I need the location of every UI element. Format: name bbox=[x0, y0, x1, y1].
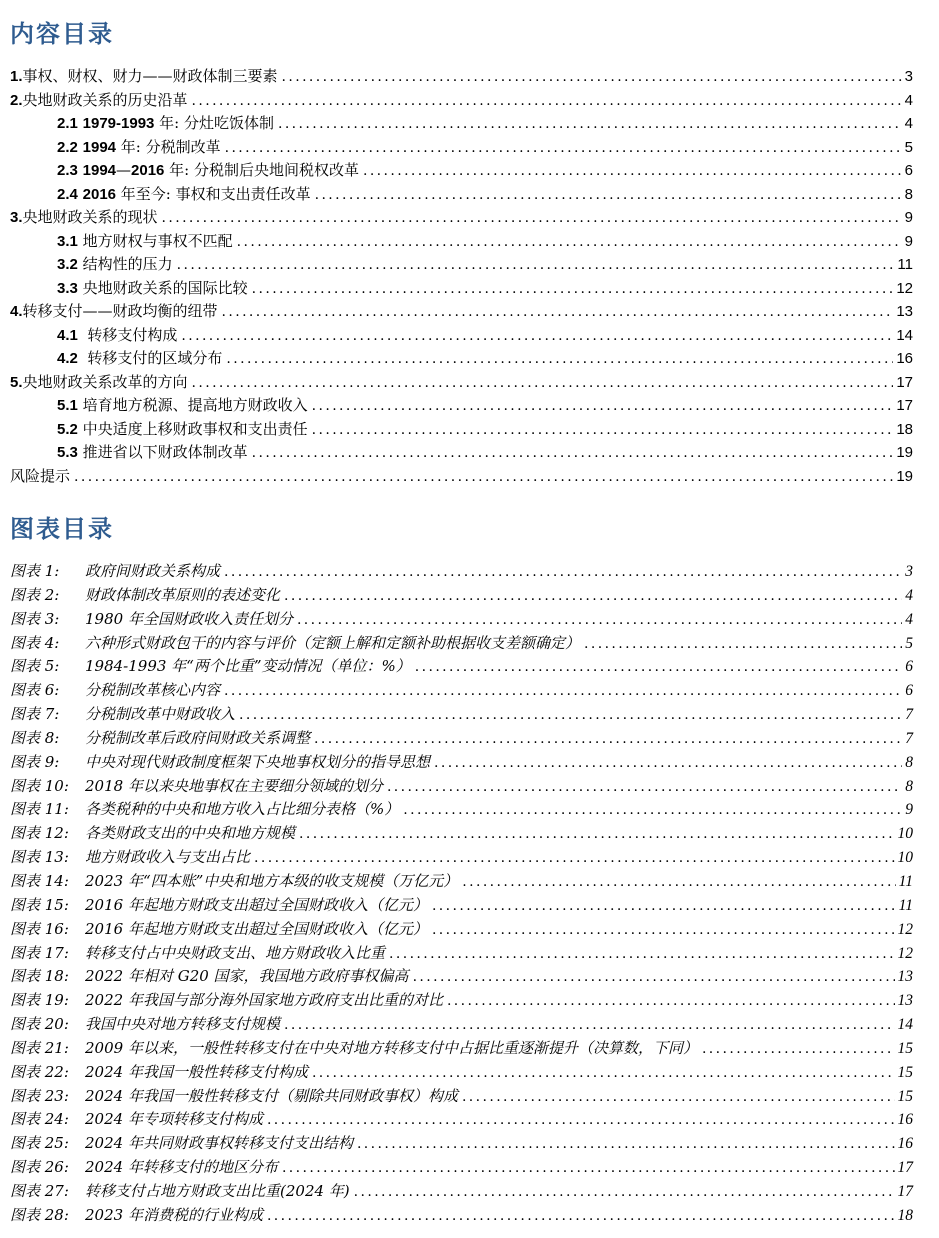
figure-entry-number: 图表 1: bbox=[10, 562, 60, 580]
figure-entry-page-number: 15 bbox=[897, 1039, 913, 1057]
figure-entry-title: 2024 年专项转移支付构成 bbox=[85, 1110, 263, 1129]
figure-entry-title: 2009 年以来，一般性转移支付在中央对地方转移支付中占据比重逐渐提升（决算数，下同） bbox=[85, 1038, 698, 1057]
toc-entry-page-number: 6 bbox=[904, 162, 913, 179]
figure-entry[interactable] bbox=[10, 1204, 913, 1228]
figure-entry-page-number: 6 bbox=[905, 682, 913, 700]
figure-entry[interactable] bbox=[10, 989, 913, 1013]
toc-entry[interactable] bbox=[10, 465, 913, 489]
figure-entry-page-number: 12 bbox=[897, 944, 913, 962]
figure-entry-number: 图表 22: bbox=[10, 1062, 69, 1081]
figure-entry-number: 图表 5: bbox=[10, 657, 60, 676]
toc-entry[interactable] bbox=[10, 394, 913, 418]
toc-entry-label: 2.央地财政关系的历史沿革 bbox=[10, 90, 188, 109]
dotted-leader bbox=[237, 230, 902, 254]
toc-entry-page-number: 17 bbox=[896, 397, 913, 414]
figure-entry-title: 政府间财政关系构成 bbox=[85, 562, 221, 580]
dotted-leader bbox=[387, 775, 902, 799]
toc-entry-label: 4.转移支付——财政均衡的纽带 bbox=[10, 302, 218, 320]
figure-entry-number: 图表 8: bbox=[10, 728, 60, 747]
figure-entry-page-number: 7 bbox=[905, 729, 913, 747]
dotted-leader bbox=[434, 751, 902, 775]
toc-entry-page-number: 17 bbox=[896, 373, 913, 391]
figure-entry-title: 2024 年共同财政事权转移支付支出结构 bbox=[85, 1134, 353, 1153]
figure-entry[interactable] bbox=[10, 679, 913, 703]
figure-entry[interactable] bbox=[10, 1108, 913, 1132]
dotted-leader bbox=[252, 441, 894, 465]
figure-entry-page-number: 15 bbox=[897, 1087, 913, 1105]
figure-entry[interactable] bbox=[10, 584, 913, 608]
figure-entry-number: 图表 23: bbox=[10, 1086, 69, 1105]
figure-entry-number: 图表 6: bbox=[10, 681, 60, 700]
figure-entry-title: 中央对现代财政制度框架下央地事权划分的指导思想 bbox=[85, 752, 431, 771]
dotted-leader bbox=[225, 136, 902, 160]
toc-entry-label: 2.3 1994—2016 年: 分税制后央地间税权改革 bbox=[57, 161, 359, 179]
toc-entry[interactable] bbox=[10, 206, 913, 230]
figure-entry-page-number: 17 bbox=[897, 1159, 913, 1177]
dotted-leader bbox=[584, 632, 902, 656]
toc-entry[interactable] bbox=[10, 371, 913, 395]
toc-entry-page-number: 9 bbox=[904, 232, 913, 250]
figure-entry-number: 图表 2: bbox=[10, 585, 60, 604]
figure-entry-title: 2023 年“四本账”中央和地方本级的收支规模（万亿元） bbox=[85, 871, 459, 890]
contents-list bbox=[10, 65, 913, 488]
figure-entry-number: 图表 21: bbox=[10, 1038, 69, 1057]
figure-entry-number: 图表 10: bbox=[10, 776, 69, 795]
toc-entry-page-number: 3 bbox=[904, 68, 913, 85]
toc-entry-page-number: 14 bbox=[896, 326, 913, 344]
figure-entry[interactable] bbox=[10, 1013, 913, 1037]
dotted-leader bbox=[192, 89, 902, 113]
dotted-leader bbox=[462, 870, 895, 894]
figure-entry[interactable] bbox=[10, 918, 913, 942]
dotted-leader bbox=[267, 1204, 895, 1228]
figure-entry-number: 图表 26: bbox=[10, 1158, 69, 1177]
figure-entry[interactable] bbox=[10, 798, 913, 822]
figure-entry-page-number: 13 bbox=[897, 992, 913, 1010]
dotted-leader bbox=[282, 65, 902, 89]
toc-entry-page-number: 13 bbox=[896, 303, 913, 320]
figure-entry-title: 1980 年全国财政收入责任划分 bbox=[85, 609, 293, 628]
figure-entry[interactable] bbox=[10, 1156, 913, 1180]
figure-entry-page-number: 8 bbox=[905, 777, 913, 795]
dotted-leader bbox=[403, 798, 902, 822]
figure-entry-number: 图表 9: bbox=[10, 752, 60, 771]
dotted-leader bbox=[389, 942, 894, 966]
figure-entry-title: 分税制改革中财政收入 bbox=[85, 705, 236, 724]
figure-entry[interactable] bbox=[10, 1180, 913, 1204]
figure-entry-number: 图表 15: bbox=[10, 895, 69, 914]
dotted-leader bbox=[363, 159, 902, 183]
figure-entry-title: 财政体制改革原则的表述变化 bbox=[85, 585, 281, 604]
toc-entry-label: 3.3 央地财政关系的国际比较 bbox=[57, 278, 248, 297]
toc-entry-label: 5.3 推进省以下财政体制改革 bbox=[57, 443, 248, 461]
toc-entry[interactable] bbox=[10, 89, 913, 113]
figure-entry-number: 图表 27: bbox=[10, 1181, 69, 1200]
figure-entry-title: 转移支付占地方财政支出比重(2024 年) bbox=[85, 1181, 350, 1200]
dotted-leader bbox=[222, 300, 894, 324]
dotted-leader bbox=[224, 679, 902, 703]
dotted-leader bbox=[312, 394, 894, 418]
figure-entry-number: 图表 25: bbox=[10, 1134, 69, 1153]
figure-entry-title: 分税制改革核心内容 bbox=[85, 681, 221, 700]
toc-entry-label: 3.央地财政关系的现状 bbox=[10, 208, 158, 226]
dotted-leader bbox=[282, 1156, 895, 1180]
figure-entry-title: 各类财政支出的中央和地方规模 bbox=[85, 824, 296, 843]
figure-entry-title: 六种形式财政包干的内容与评价（定额上解和定额补助根据收支差额确定） bbox=[85, 633, 581, 652]
toc-entry[interactable] bbox=[10, 112, 913, 136]
figure-entry[interactable] bbox=[10, 846, 913, 870]
toc-entry-page-number: 19 bbox=[896, 444, 913, 461]
figure-entry[interactable] bbox=[10, 727, 913, 751]
figure-entry-title: 分税制改革后政府间财政关系调整 bbox=[85, 728, 311, 747]
dotted-leader bbox=[267, 1108, 895, 1132]
toc-entry[interactable] bbox=[10, 183, 913, 207]
dotted-leader bbox=[74, 465, 893, 489]
dotted-leader bbox=[224, 560, 902, 584]
toc-entry[interactable] bbox=[10, 277, 913, 301]
dotted-leader bbox=[278, 112, 902, 136]
figure-entry-number: 图表 17: bbox=[10, 943, 69, 962]
toc-entry[interactable] bbox=[10, 418, 913, 442]
figure-entry-page-number: 17 bbox=[897, 1182, 913, 1200]
figure-entry-page-number: 18 bbox=[897, 1206, 913, 1224]
figure-entry[interactable] bbox=[10, 965, 913, 989]
figure-entry-page-number: 6 bbox=[905, 658, 913, 676]
figure-entry-number: 图表 18: bbox=[10, 967, 69, 986]
dotted-leader bbox=[284, 1013, 894, 1037]
toc-entry[interactable] bbox=[10, 347, 913, 371]
figure-entry-title: 2016 年起地方财政支出超过全国财政收入（亿元） bbox=[85, 895, 428, 914]
toc-entry-label: 风险提示 bbox=[10, 466, 71, 485]
toc-entry-page-number: 18 bbox=[896, 420, 913, 438]
figure-entry-title: 2022 年我国与部分海外国家地方政府支出比重的对比 bbox=[85, 991, 443, 1010]
dotted-leader bbox=[162, 206, 902, 230]
figure-entry-number: 图表 13: bbox=[10, 848, 69, 867]
dotted-leader bbox=[299, 822, 894, 846]
figure-entry-title: 2023 年消费税的行业构成 bbox=[85, 1205, 263, 1224]
figure-entry-page-number: 4 bbox=[905, 586, 913, 604]
dotted-leader bbox=[413, 965, 895, 989]
figure-entry-page-number: 7 bbox=[905, 706, 913, 724]
figure-entry[interactable] bbox=[10, 560, 913, 584]
figure-entry-number: 图表 12: bbox=[10, 824, 69, 843]
dotted-leader bbox=[192, 371, 894, 395]
figure-entry-page-number: 10 bbox=[897, 825, 913, 843]
dotted-leader bbox=[447, 989, 895, 1013]
figure-entry-page-number: 15 bbox=[897, 1063, 913, 1081]
toc-entry-label: 5.2 中央适度上移财政事权和支出责任 bbox=[57, 419, 308, 438]
figures-list bbox=[10, 560, 913, 1228]
toc-entry[interactable] bbox=[10, 300, 913, 324]
figure-entry-page-number: 16 bbox=[897, 1111, 913, 1129]
figure-entry-page-number: 3 bbox=[905, 563, 913, 580]
figure-entry-title: 2018 年以来央地事权在主要细分领域的划分 bbox=[85, 776, 383, 795]
dotted-leader bbox=[226, 347, 893, 371]
figure-entry-title: 2024 年我国一般性转移支付（剔除共同财政事权）构成 bbox=[85, 1086, 458, 1105]
toc-entry-label: 5.央地财政关系改革的方向 bbox=[10, 372, 188, 391]
toc-entry-page-number: 4 bbox=[904, 91, 913, 109]
figure-entry[interactable] bbox=[10, 775, 913, 799]
toc-entry-page-number: 16 bbox=[896, 350, 913, 367]
figure-entry[interactable] bbox=[10, 608, 913, 632]
figure-entry-number: 图表 28: bbox=[10, 1205, 69, 1224]
toc-entry-page-number: 4 bbox=[904, 115, 913, 132]
figure-entry-page-number: 4 bbox=[905, 610, 913, 628]
toc-entry-label: 2.1 1979-1993 年: 分灶吃饭体制 bbox=[57, 114, 274, 132]
toc-entry[interactable] bbox=[10, 159, 913, 183]
figure-entry-page-number: 5 bbox=[905, 634, 913, 652]
toc-entry-label: 4.1 转移支付构成 bbox=[57, 325, 178, 344]
dotted-leader bbox=[357, 1132, 895, 1156]
toc-entry[interactable] bbox=[10, 230, 913, 254]
figure-entry[interactable] bbox=[10, 1132, 913, 1156]
figure-entry[interactable] bbox=[10, 703, 913, 727]
toc-entry-page-number: 8 bbox=[904, 185, 913, 203]
figure-entry-number: 图表 7: bbox=[10, 705, 60, 724]
toc-entry-label: 5.1 培育地方税源、提高地方财政收入 bbox=[57, 396, 308, 414]
toc-entry[interactable] bbox=[10, 136, 913, 160]
figure-entry-number: 图表 19: bbox=[10, 991, 69, 1010]
figure-entry[interactable] bbox=[10, 894, 913, 918]
figure-entry[interactable] bbox=[10, 655, 913, 679]
dotted-leader bbox=[239, 703, 902, 727]
figures-section-title: 图表目录 bbox=[10, 514, 114, 543]
figure-entry-number: 图表 14: bbox=[10, 871, 69, 890]
toc-entry[interactable] bbox=[10, 441, 913, 465]
figure-entry-page-number: 11 bbox=[898, 896, 913, 914]
figure-entry-number: 图表 11: bbox=[10, 800, 69, 819]
figure-entry-title: 1984-1993 年“两个比重”变动情况（单位：%） bbox=[85, 657, 411, 676]
contents-section-title: 内容目录 bbox=[10, 19, 114, 48]
figure-entry-number: 图表 16: bbox=[10, 919, 69, 938]
toc-entry-label: 2.2 1994 年: 分税制改革 bbox=[57, 137, 221, 156]
dotted-leader bbox=[284, 584, 902, 608]
figure-entry[interactable] bbox=[10, 1037, 913, 1061]
dotted-leader bbox=[354, 1180, 895, 1204]
dotted-leader bbox=[432, 918, 895, 942]
dotted-leader bbox=[432, 894, 896, 918]
figure-entry-page-number: 8 bbox=[905, 753, 913, 771]
figure-entry-page-number: 10 bbox=[897, 849, 913, 867]
figure-entry-page-number: 14 bbox=[897, 1016, 913, 1034]
figure-entry-page-number: 9 bbox=[905, 801, 913, 819]
figure-entry-page-number: 13 bbox=[897, 968, 913, 986]
toc-entry[interactable] bbox=[10, 324, 913, 348]
toc-entry[interactable] bbox=[10, 253, 913, 277]
dotted-leader bbox=[312, 1061, 895, 1085]
dotted-leader bbox=[315, 183, 902, 207]
figure-entry[interactable] bbox=[10, 632, 913, 656]
toc-entry-label: 3.1 地方财权与事权不匹配 bbox=[57, 231, 233, 250]
toc-entry-page-number: 11 bbox=[897, 256, 913, 273]
toc-entry-page-number: 9 bbox=[904, 209, 913, 226]
dotted-leader bbox=[312, 418, 894, 442]
toc-entry-label: 4.2 转移支付的区域分布 bbox=[57, 349, 223, 367]
figure-entry-number: 图表 4: bbox=[10, 633, 60, 652]
toc-entry-label: 3.2 结构性的压力 bbox=[57, 255, 173, 273]
dotted-leader bbox=[252, 277, 894, 301]
dotted-leader bbox=[702, 1037, 895, 1061]
toc-entry[interactable] bbox=[10, 65, 913, 89]
figure-entry[interactable] bbox=[10, 942, 913, 966]
dotted-leader bbox=[297, 608, 902, 632]
dotted-leader bbox=[314, 727, 902, 751]
figure-entry[interactable] bbox=[10, 1085, 913, 1109]
figure-entry-title: 2024 年转移支付的地区分布 bbox=[85, 1158, 278, 1177]
figure-entry-page-number: 16 bbox=[897, 1135, 913, 1153]
dotted-leader bbox=[415, 655, 902, 679]
figure-entry-title: 各类税种的中央和地方收入占比细分表格（%） bbox=[85, 800, 400, 819]
figure-entry-title: 2024 年我国一般性转移支付构成 bbox=[85, 1062, 308, 1081]
toc-entry-label: 2.4 2016 年至今: 事权和支出责任改革 bbox=[57, 184, 311, 203]
figure-entry-title: 地方财政收入与支出占比 bbox=[85, 848, 251, 867]
figure-entry-number: 图表 20: bbox=[10, 1015, 69, 1034]
figure-entry[interactable] bbox=[10, 822, 913, 846]
figure-entry-title: 我国中央对地方转移支付规模 bbox=[85, 1015, 281, 1034]
dotted-leader bbox=[177, 253, 895, 277]
toc-entry-page-number: 19 bbox=[896, 467, 913, 485]
toc-entry-label: 1.事权、财权、财力——财政体制三要素 bbox=[10, 67, 278, 85]
dotted-leader bbox=[254, 846, 894, 870]
figure-entry-number: 图表 3: bbox=[10, 609, 60, 628]
figure-entry[interactable] bbox=[10, 751, 913, 775]
toc-entry-page-number: 12 bbox=[896, 279, 913, 297]
figure-entry-number: 图表 24: bbox=[10, 1110, 69, 1129]
toc-entry-page-number: 5 bbox=[904, 138, 913, 156]
figure-entry-title: 2016 年起地方财政支出超过全国财政收入（亿元） bbox=[85, 919, 428, 938]
figure-entry-page-number: 12 bbox=[897, 920, 913, 938]
figure-entry[interactable] bbox=[10, 1061, 913, 1085]
figure-entry-title: 转移支付占中央财政支出、地方财政收入比重 bbox=[85, 943, 386, 962]
figure-entry-title: 2022 年相对 G20 国家，我国地方政府事权偏高 bbox=[85, 967, 409, 986]
dotted-leader bbox=[181, 324, 893, 348]
figure-entry-page-number: 11 bbox=[898, 872, 913, 890]
dotted-leader bbox=[462, 1085, 895, 1109]
figure-entry[interactable] bbox=[10, 870, 913, 894]
